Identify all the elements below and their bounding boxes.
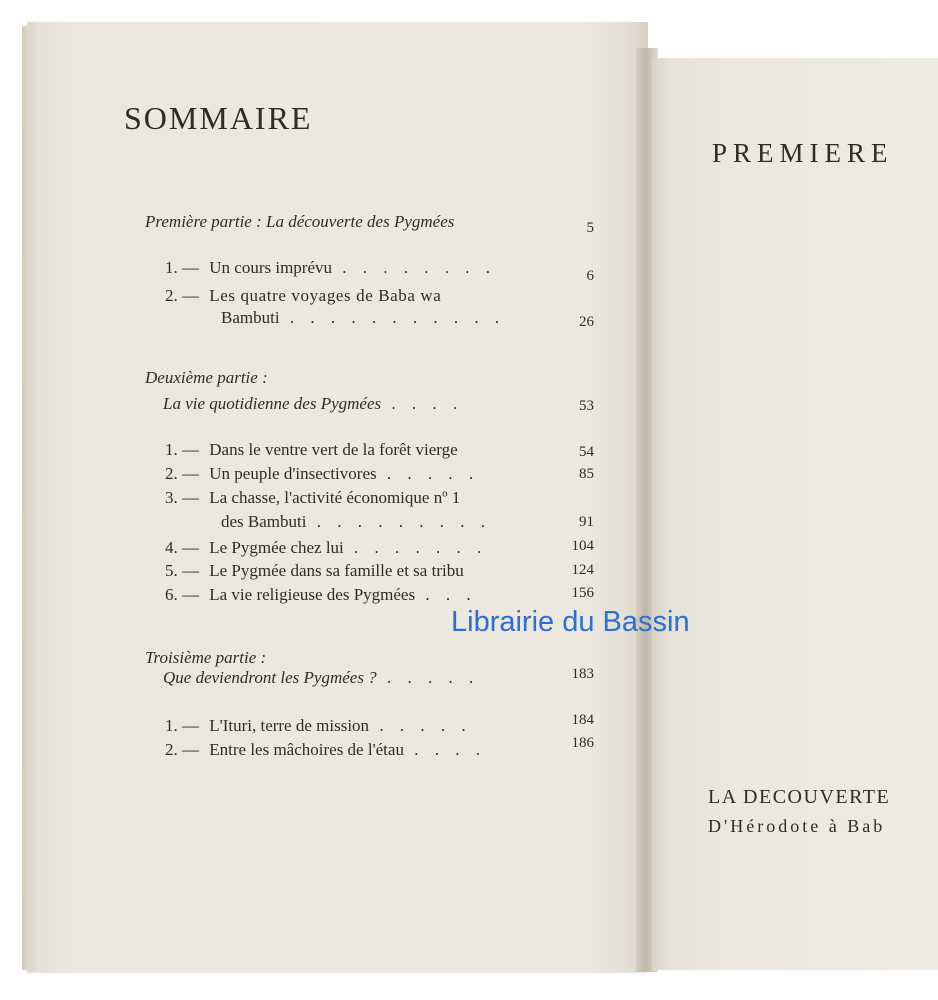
toc-entry-2-6 bbox=[165, 585, 477, 605]
part3-subtitle bbox=[163, 668, 479, 688]
entry-number: 2. — bbox=[165, 286, 199, 305]
entry-2-1-page: 54 bbox=[579, 444, 594, 460]
part3-title: Troisième partie : bbox=[145, 648, 267, 667]
entry-3-1-page: 184 bbox=[571, 712, 594, 728]
leader-dots: . . . . . . . . bbox=[342, 258, 497, 277]
leader-dots: . . . . . bbox=[379, 716, 472, 735]
bookseller-watermark: Librairie du Bassin bbox=[451, 606, 690, 638]
part3-subtitle-text: Que deviendront les Pygmées ? bbox=[163, 668, 377, 687]
part2-subtitle-text: La vie quotidienne des Pygmées bbox=[163, 394, 382, 413]
entry-title: Entre les mâchoires de l'étau bbox=[209, 740, 404, 759]
entry-2-2-page: 85 bbox=[579, 466, 594, 482]
leader-dots: . . . . . bbox=[386, 668, 480, 687]
toc-entry-2-3 bbox=[165, 488, 460, 508]
entry-title: Les quatre voyages de Baba wa bbox=[209, 286, 442, 305]
leader-dots: . . . . . . . bbox=[354, 538, 488, 557]
entry-2-3-page: 91 bbox=[579, 514, 594, 530]
entry-title-cont: des Bambuti bbox=[221, 512, 307, 531]
entry-title-cont: Bambuti bbox=[221, 308, 280, 327]
entry-number: 3. — bbox=[165, 488, 199, 507]
entry-3-2-page: 186 bbox=[571, 735, 594, 751]
leader-dots: . . . . bbox=[391, 394, 464, 413]
right-page-line2: D'Hérodote à Bab bbox=[708, 816, 886, 836]
leader-dots: . . . . . . . . . . . bbox=[289, 308, 506, 327]
entry-number: 4. — bbox=[165, 538, 199, 557]
entry-number: 2. — bbox=[165, 740, 199, 759]
leader-dots: . . . . bbox=[414, 740, 486, 759]
entry-1-2-page: 26 bbox=[579, 314, 594, 330]
toc-entry-1-1 bbox=[165, 258, 496, 278]
entry-title: Le Pygmée dans sa famille et sa tribu bbox=[209, 561, 464, 580]
entry-2-5-page: 124 bbox=[571, 562, 594, 578]
entry-number: 6. — bbox=[165, 585, 199, 604]
entry-number: 2. — bbox=[165, 464, 199, 483]
entry-title: Un peuple d'insectivores bbox=[209, 464, 377, 483]
entry-title: L'Ituri, terre de mission bbox=[209, 716, 370, 735]
toc-entry-2-2 bbox=[165, 464, 479, 484]
toc-entry-3-1 bbox=[165, 716, 472, 736]
left-page-edge bbox=[22, 26, 30, 970]
entry-title: La chasse, l'activité économique nº 1 bbox=[209, 488, 461, 507]
part2-subtitle bbox=[163, 394, 463, 414]
entry-title: Un cours imprévu bbox=[209, 258, 333, 277]
right-page-title: PREMIERE bbox=[712, 138, 894, 168]
toc-entry-2-3-cont bbox=[221, 512, 491, 532]
entry-number: 1. — bbox=[165, 258, 199, 277]
toc-entry-1-2 bbox=[165, 286, 441, 306]
toc-entry-2-4 bbox=[165, 538, 487, 558]
toc-entry-3-2 bbox=[165, 740, 486, 760]
part2-title: Deuxième partie : bbox=[145, 368, 268, 387]
toc-entry-1-2-cont bbox=[221, 308, 505, 328]
entry-number: 1. — bbox=[165, 440, 199, 459]
leader-dots: . . . . . bbox=[386, 464, 480, 483]
right-page-line1: LA DECOUVERTE bbox=[708, 786, 891, 808]
part1-page: 5 bbox=[586, 220, 594, 236]
leader-dots: . . . . . . . . . bbox=[316, 512, 491, 531]
entry-title: La vie religieuse des Pygmées bbox=[209, 585, 416, 604]
entry-1-1-page: 6 bbox=[586, 268, 594, 284]
part1-title: Première partie : La découverte des Pygmées bbox=[145, 212, 455, 231]
part2-page: 53 bbox=[579, 398, 594, 414]
entry-number: 5. — bbox=[165, 561, 199, 580]
toc-entry-2-5 bbox=[165, 561, 464, 581]
entry-title: Le Pygmée chez lui bbox=[209, 538, 344, 557]
toc-entry-2-1 bbox=[165, 440, 458, 460]
entry-2-6-page: 156 bbox=[571, 585, 594, 601]
leader-dots: . . . bbox=[425, 585, 477, 604]
entry-2-4-page: 104 bbox=[571, 538, 594, 554]
entry-title: Dans le ventre vert de la forêt vierge bbox=[209, 440, 458, 459]
part3-page: 183 bbox=[571, 666, 594, 682]
entry-number: 1. — bbox=[165, 716, 199, 735]
toc-heading: SOMMAIRE bbox=[124, 100, 313, 136]
